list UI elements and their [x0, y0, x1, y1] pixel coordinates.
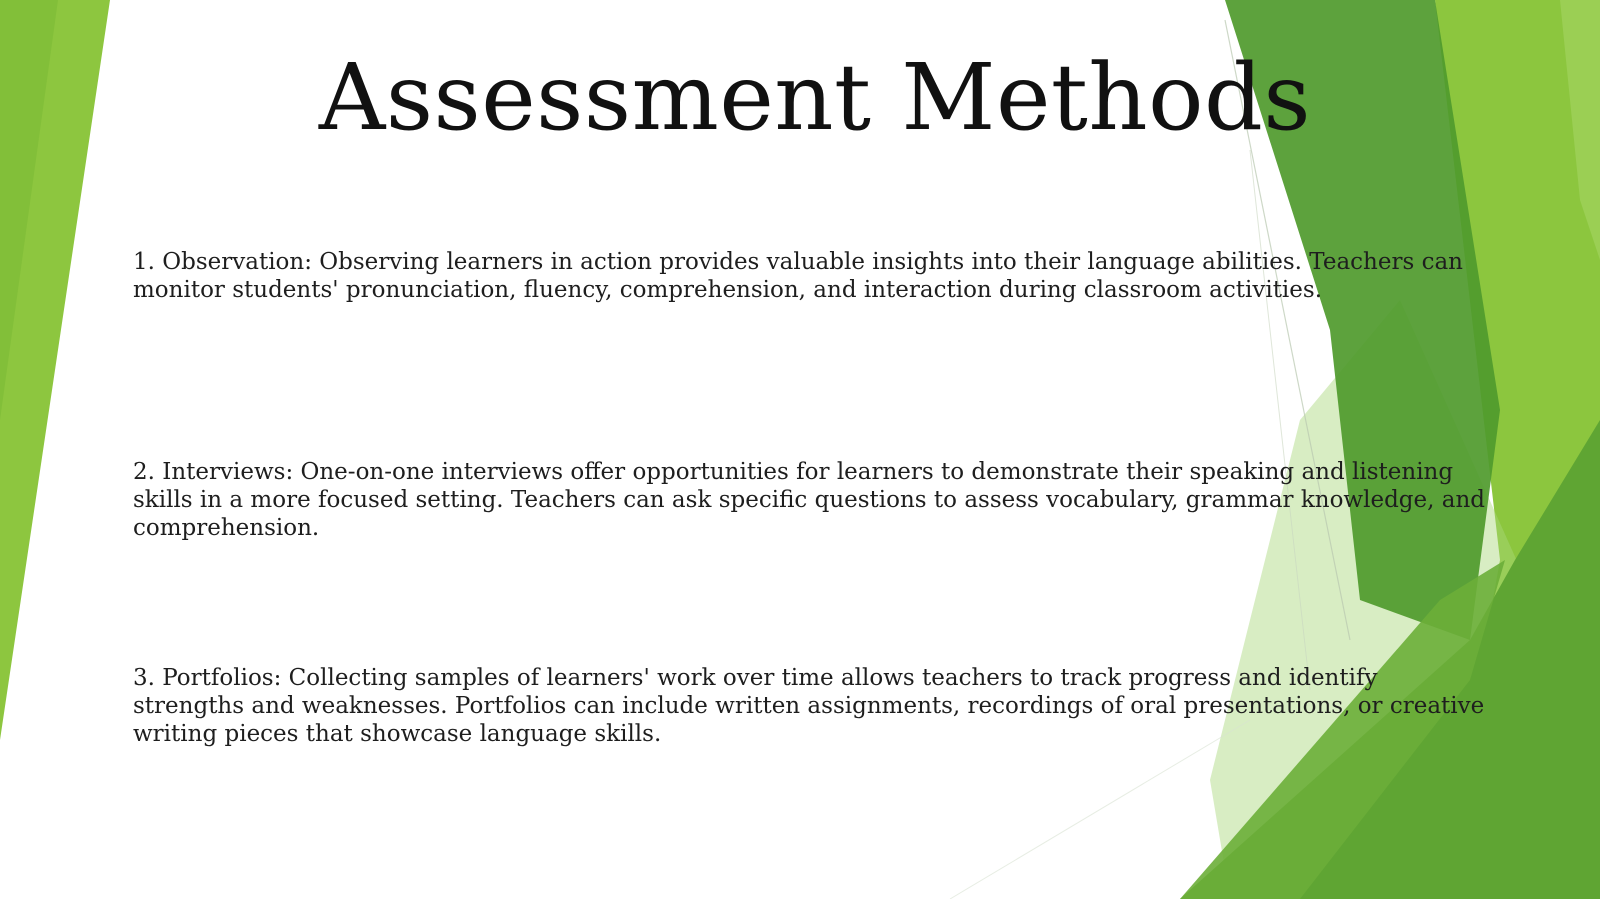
point-interviews: 2. Interviews: One-on-one interviews offer opportunities for learners to demonstrate their speaking and listening skills in a more focused setting. Teachers can ask specific questions to assess vocabulary, grammar knowledge, and comprehension.: [133, 459, 1486, 541]
point-observation: 1. Observation: Observing learners in action provides valuable insights into their language abilities. Teachers can monitor students' pronunciation, fluency, comprehension, and interaction during classroom activities.: [133, 249, 1463, 303]
page-title: Assessment Methods: [318, 44, 1312, 151]
point-portfolios: 3. Portfolios: Collecting samples of learners' work over time allows teachers to track progress and identify strengths and weaknesses. Portfolios can include written assignments, recordings of oral presentations, or creative writing pieces that showcase language skills.: [133, 665, 1485, 747]
